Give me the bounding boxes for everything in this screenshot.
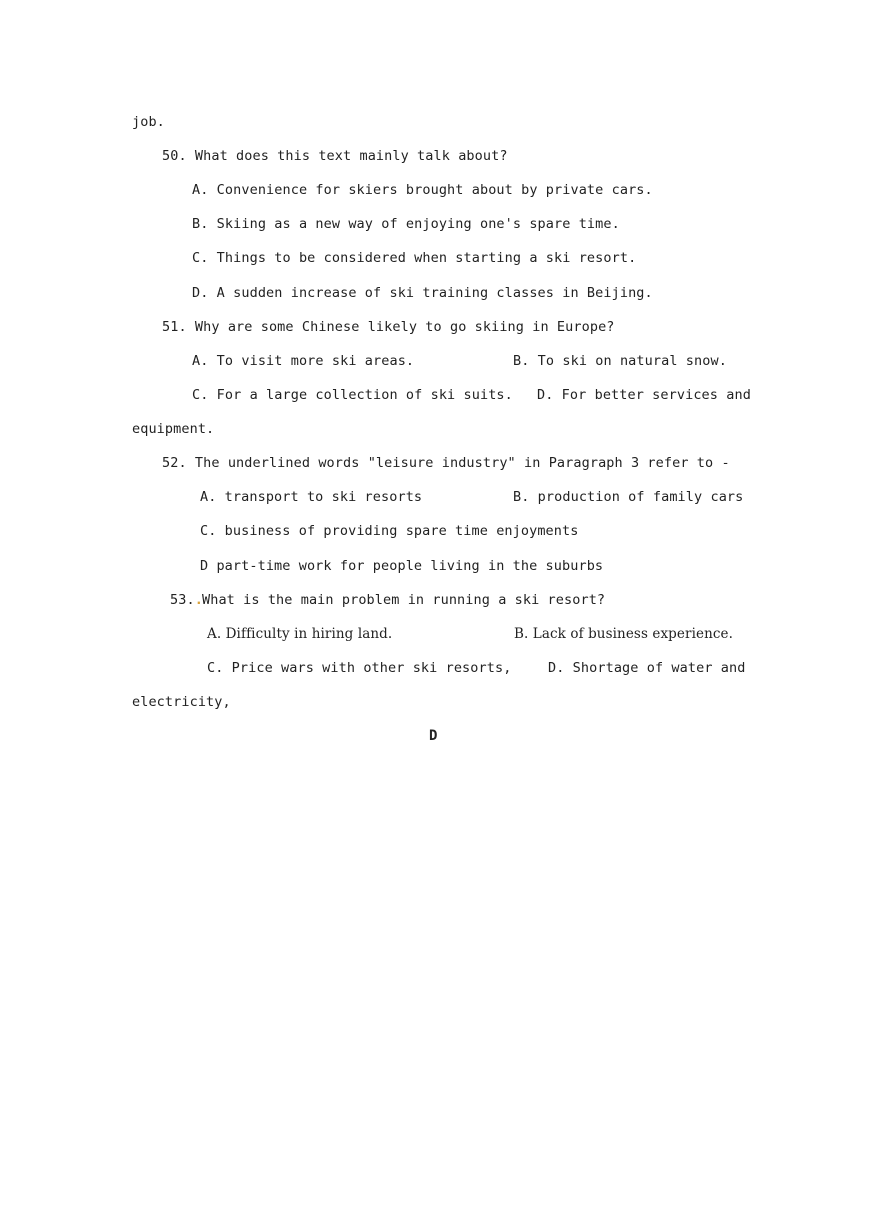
question-52-option-d: D part-time work for people living in the suburbs [200,558,604,574]
question-53-option-b: B. Lack of business experience. [514,626,734,642]
question-51-option-c: C. For a large collection of ski suits. [192,387,513,403]
question-51-option-a: A. To visit more ski areas. [192,353,415,369]
question-50-option-a: A. Convenience for skiers brought about by private cars. [192,182,653,198]
continued-text-job: job. [132,114,165,130]
question-53: What is the main problem in running a ski resort? [202,592,606,608]
question-51-option-d: D. For better services and [537,387,751,403]
question-53-option-c: C. Price wars with other ski resorts, [207,660,512,676]
question-52: 52. The underlined words "leisure industry" in Paragraph 3 refer to - [162,455,730,471]
question-53-number: 53.. [170,592,203,608]
question-53-option-d: D. Shortage of water and [548,660,746,676]
question-50-option-d: D. A sudden increase of ski training classes in Beijing. [192,285,653,301]
question-50-option-c: C. Things to be considered when starting a ski resort. [192,250,637,266]
section-heading-d: D [429,728,438,744]
question-53-option-d-continued: electricity, [132,694,231,710]
question-51-option-b: B. To ski on natural snow. [513,353,727,369]
question-50-option-b: B. Skiing as a new way of enjoying one's spare time. [192,216,620,232]
question-53-option-a: A. Difficulty in hiring land. [207,626,393,642]
question-52-option-a: A. transport to ski resorts [200,489,423,505]
question-52-option-b: B. production of family cars [513,489,744,505]
question-52-option-c: C. business of providing spare time enjoyments [200,523,579,539]
question-53-marker-dot: . [194,592,203,608]
question-50: 50. What does this text mainly talk about? [162,148,508,164]
question-51: 51. Why are some Chinese likely to go skiing in Europe? [162,319,615,335]
question-51-option-d-continued: equipment. [132,421,215,437]
